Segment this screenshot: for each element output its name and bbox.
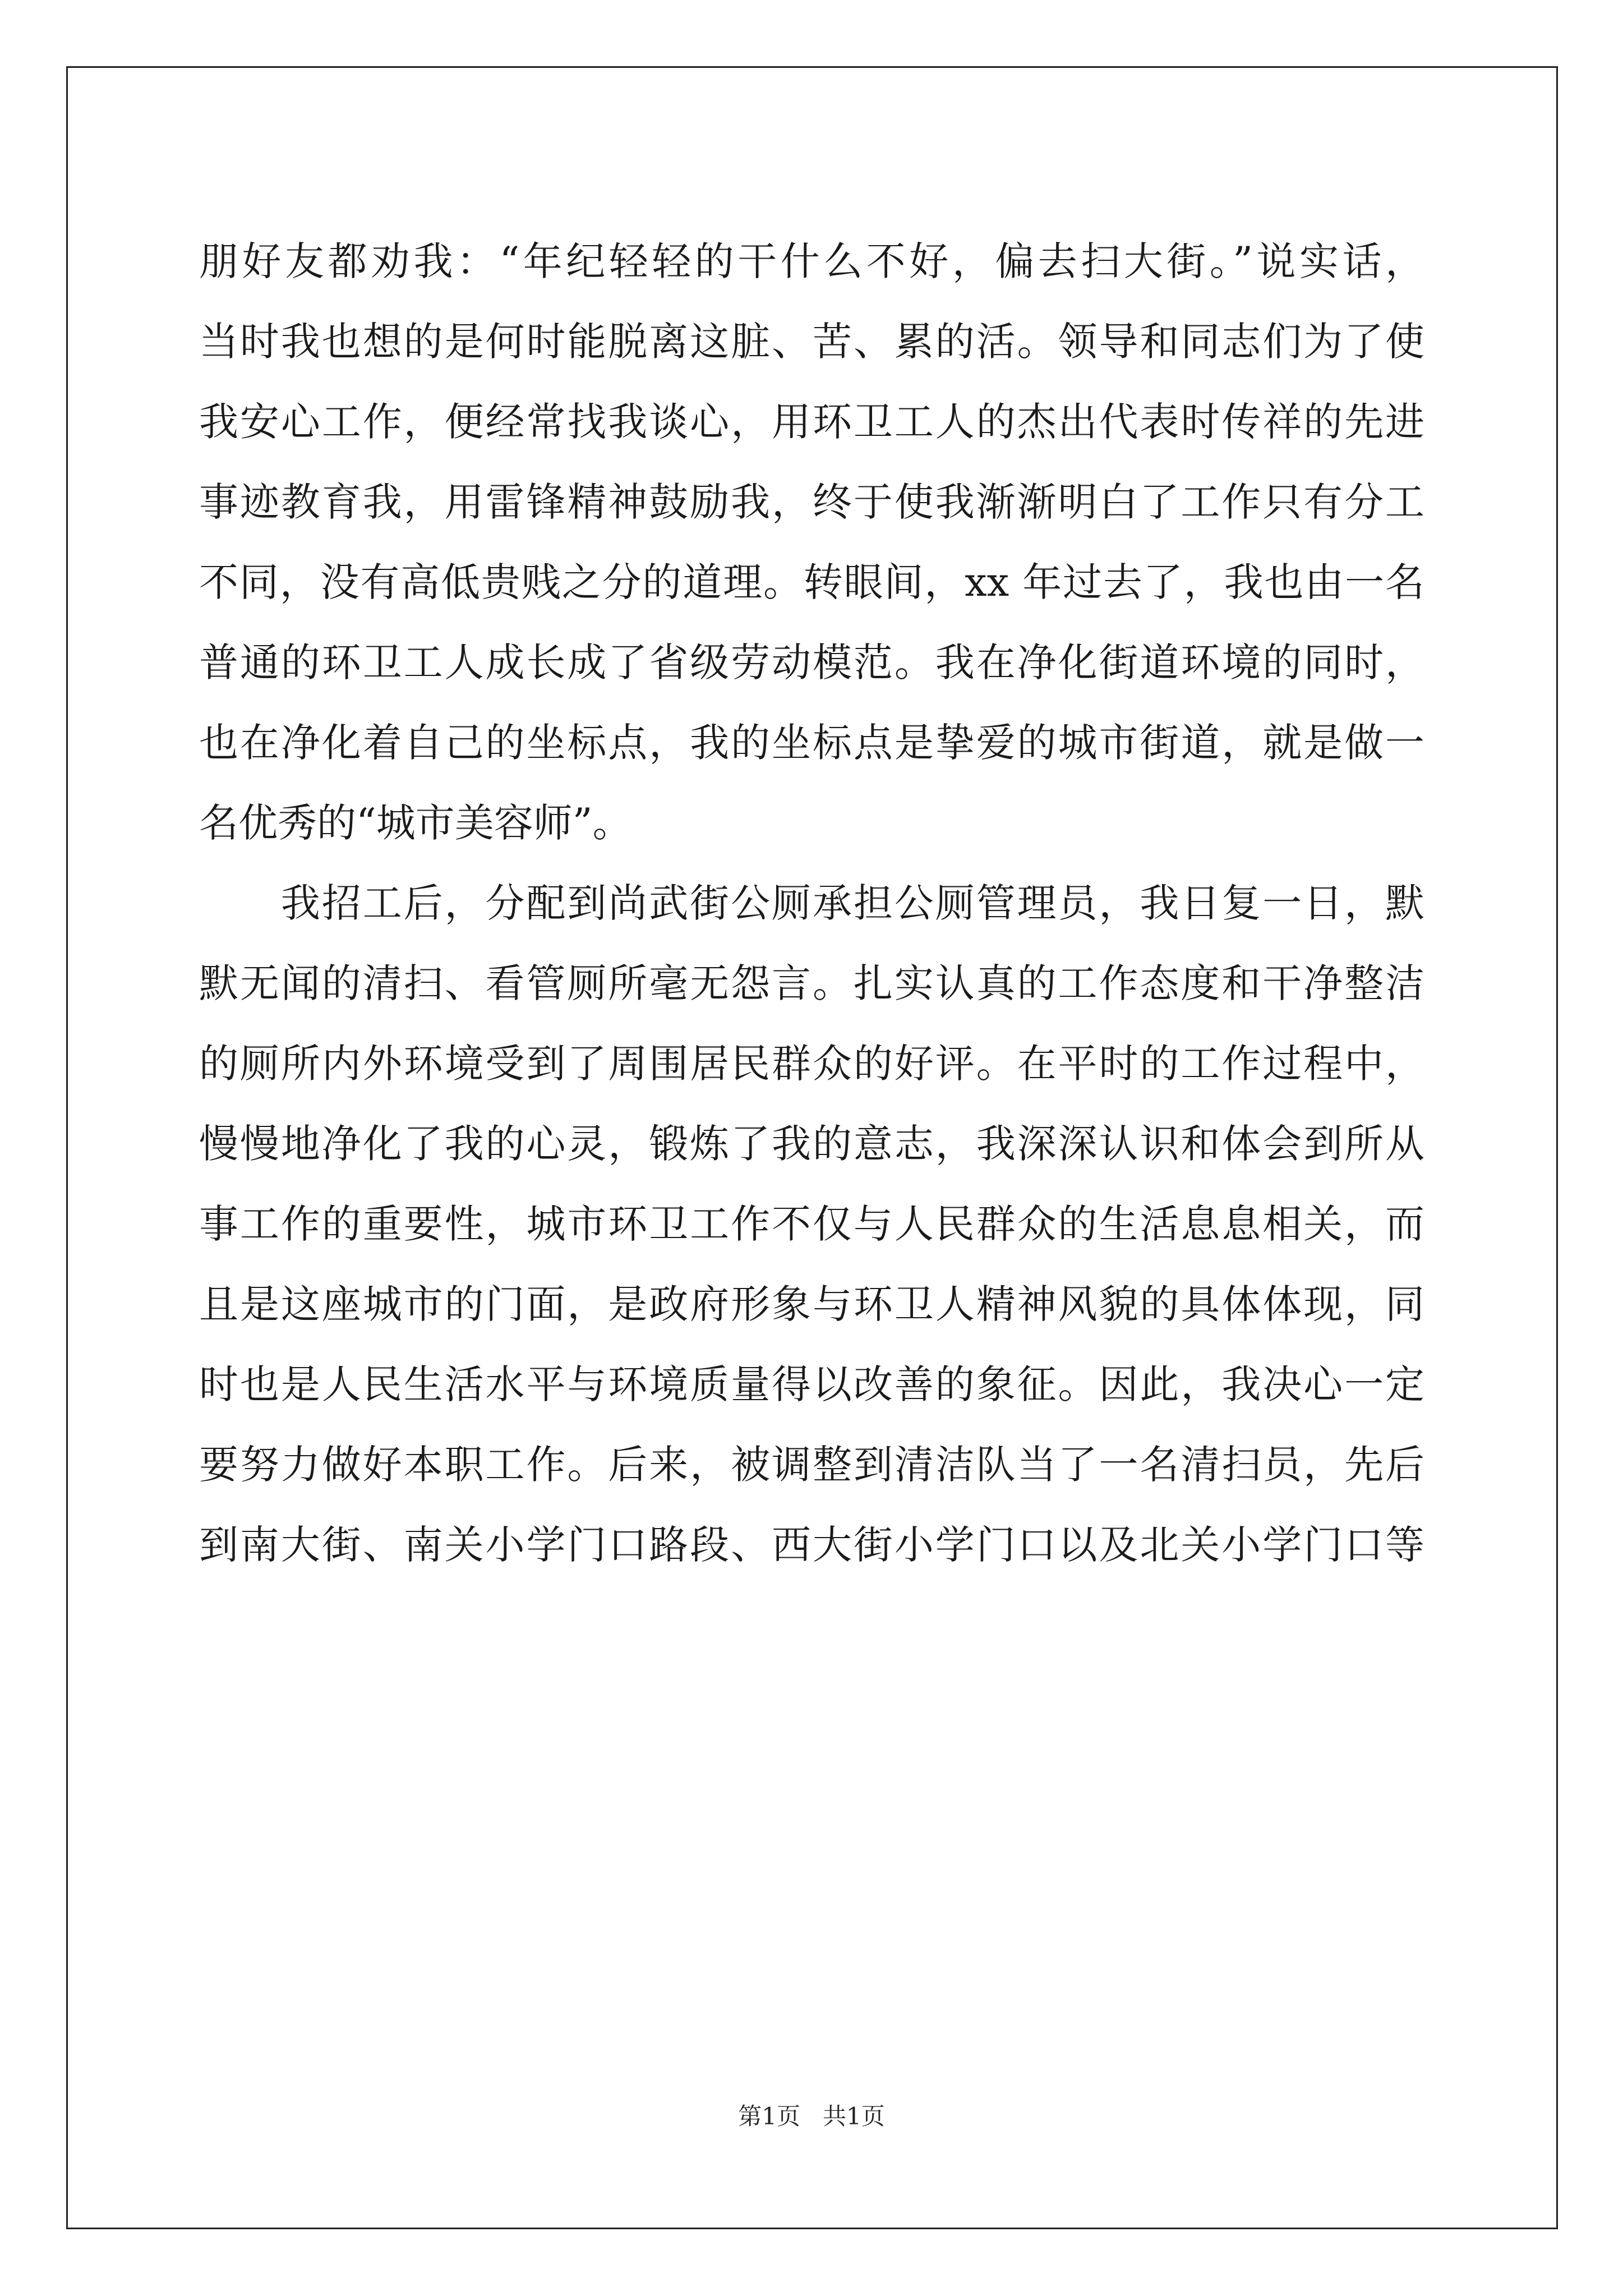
text-line: 当时我也想的是何时能脱离这脏、苦、累的活。领导和同志们为了使 — [199, 319, 1424, 365]
document-body — [199, 222, 1424, 1585]
page-total: 共1页 — [823, 2102, 885, 2130]
text-line: 普通的环卫工人成长成了省级劳动模范。我在净化街道环境的同时， — [199, 639, 1424, 685]
text-line: 默无闻的清扫、看管厕所毫无怨言。扎实认真的工作态度和干净整洁 — [199, 960, 1424, 1006]
text-line: 我安心工作，便经常找我谈心，用环卫工人的杰出代表时传祥的先进 — [199, 399, 1424, 445]
text-line: 到南大街、南关小学门口路段、西大街小学门口以及北关小学门口等 — [199, 1522, 1424, 1568]
text-line: 名优秀的“城市美容师”。 — [199, 800, 632, 846]
page-number: 第1页 — [738, 2102, 800, 2130]
text-line: 事工作的重要性，城市环卫工作不仅与人民群众的生活息息相关，而 — [199, 1201, 1424, 1247]
text-line: 的厕所内外环境受到了周围居民群众的好评。在平时的工作过程中， — [199, 1041, 1424, 1087]
text-line: 我招工后，分配到尚武街公厕承担公厕管理员，我日复一日，默 — [199, 880, 1424, 926]
text-line: 朋好友都劝我：“年纪轻轻的干什么不好，偏去扫大街。”说实话， — [199, 238, 1424, 284]
text-line: 也在净化着自己的坐标点，我的坐标点是挚爱的城市街道，就是做一 — [199, 720, 1424, 766]
text-line: 且是这座城市的门面，是政府形象与环卫人精神风貌的具体体现，同 — [199, 1281, 1424, 1327]
text-line: 要努力做好本职工作。后来，被调整到清洁队当了一名清扫员，先后 — [199, 1442, 1424, 1488]
text-line: 事迹教育我，用雷锋精神鼓励我，终于使我渐渐明白了工作只有分工 — [199, 479, 1424, 525]
page-footer — [0, 2098, 1623, 2132]
text-line: 不同，没有高低贵贱之分的道理。转眼间，xx 年过去了，我也由一名 — [199, 559, 1424, 605]
text-line: 时也是人民生活水平与环境质量得以改善的象征。因此，我决心一定 — [199, 1361, 1424, 1407]
text-line: 慢慢地净化了我的心灵，锻炼了我的意志，我深深认识和体会到所从 — [199, 1121, 1424, 1167]
